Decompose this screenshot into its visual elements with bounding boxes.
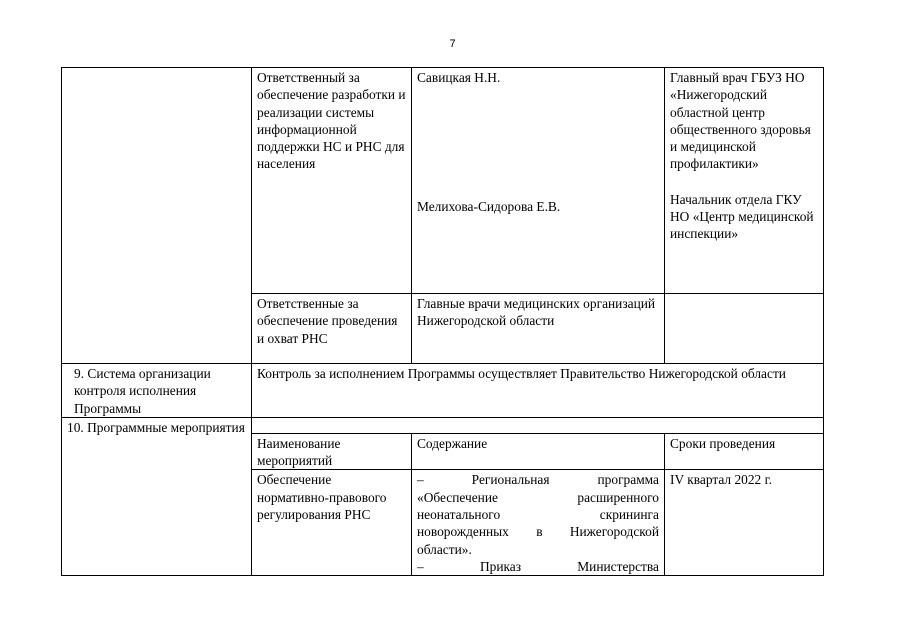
content-line: области». [417, 541, 472, 557]
content-line: – Приказ Министерства [417, 558, 659, 574]
empty-cell [252, 417, 824, 433]
activity-dates: IV квартал 2022 г. [670, 472, 772, 488]
section-content-cell [252, 364, 824, 418]
section-title: 9. Система организации контроля исполнения Программы [74, 366, 211, 416]
role-cell [252, 68, 412, 294]
content-line: новорожденных в Нижегородской [417, 524, 659, 540]
table-row [62, 417, 824, 433]
person-cell [412, 294, 665, 364]
table-row [62, 364, 824, 418]
position-cell [665, 68, 824, 294]
content-line: неонатального скрининга [417, 507, 659, 523]
activity-name: Обеспечение нормативно-правового регулирования РНС [257, 472, 387, 523]
person-cell [412, 68, 665, 294]
activity-dates-cell [665, 470, 824, 576]
header-content: Содержание [417, 435, 488, 451]
section-cell [62, 417, 252, 576]
section-text: Контроль за исполнением Программы осуществляет Правительство Нижегородской области [257, 366, 786, 381]
program-table [61, 67, 824, 576]
position-cell [665, 294, 824, 364]
spacer [417, 86, 659, 198]
header-cell [665, 433, 824, 470]
section-title: 10. Программные мероприятия [67, 419, 245, 435]
person-name: Мелихова-Сидорова Е.В. [417, 199, 561, 215]
header-cell [412, 433, 665, 470]
content-line: – Региональная программа [417, 472, 659, 488]
content-line: «Обеспечение расширенного [417, 489, 659, 505]
table-row [62, 68, 824, 294]
role-cell [252, 294, 412, 364]
header-dates: Сроки проведения [670, 435, 776, 451]
activity-name-cell [252, 470, 412, 576]
role-text: Ответственные за обеспечение проведения и охват РНС [257, 296, 398, 346]
position-text: Главный врач ГБУЗ НО «Нижегородский областной центр общественного здоровья и медицинской профилактики» [670, 70, 811, 172]
page-number: 7 [449, 38, 456, 50]
person-name: Савицкая Н.Н. [417, 70, 501, 85]
section-cell [62, 364, 252, 418]
position-text: Начальник отдела ГКУ НО «Центр медицинской инспекции» [670, 191, 814, 242]
activity-content-cell [412, 470, 665, 576]
header-cell [252, 433, 412, 470]
header-name: Наименование мероприятий [257, 435, 341, 469]
spacer [670, 173, 818, 191]
role-text: Ответственный за обеспечение разработки и реализации системы информационной поддержки НС и РНС для населения [257, 70, 406, 172]
person-name: Главные врачи медицинских организаций Нижегородской области [417, 296, 656, 329]
empty-cell [62, 68, 252, 364]
